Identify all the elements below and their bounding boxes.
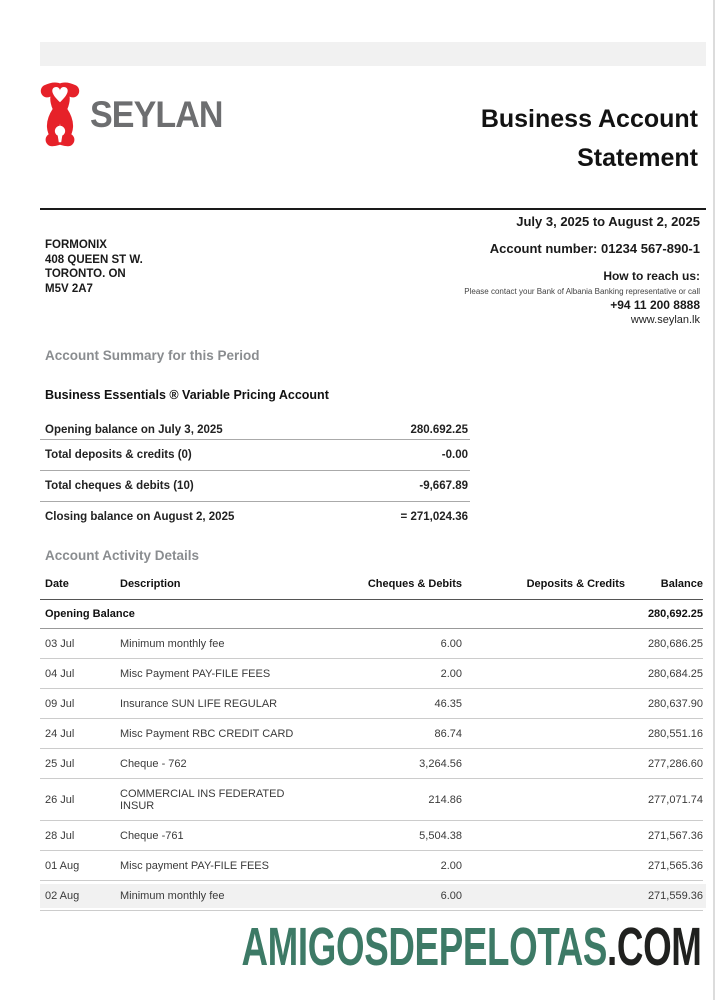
summary-label: Closing balance on August 2, 2025 — [45, 511, 235, 523]
tx-date: 24 Jul — [45, 727, 75, 740]
brand-name: SEYLAN — [90, 94, 223, 135]
tx-debit: 214.86 — [428, 793, 462, 806]
document-title — [481, 100, 698, 178]
statement-period: July 3, 2025 to August 2, 2025 — [516, 214, 700, 229]
tx-date: 26 Jul — [45, 793, 75, 806]
watermark-tld: .COM — [607, 917, 702, 977]
summary-value: -9,667.89 — [419, 480, 468, 492]
table-row — [40, 719, 703, 749]
column-header-credits: Deposits & Credits — [526, 578, 625, 590]
tx-balance: 280,684.25 — [647, 667, 703, 680]
contact-phone: +94 11 200 8888 — [610, 298, 700, 312]
tx-debit: 86.74 — [434, 727, 462, 740]
document-title-line1: Business Account — [480, 105, 698, 133]
tx-debit: 46.35 — [434, 697, 462, 710]
contact-heading: How to reach us: — [603, 269, 700, 283]
tx-balance: 277,071.74 — [647, 793, 703, 806]
tx-debit: 2.00 — [440, 859, 462, 872]
summary-row-opening-balance — [40, 418, 470, 440]
table-row — [40, 689, 703, 719]
tx-description: Cheque -761 — [120, 829, 184, 842]
summary-label: Total cheques & debits (10) — [45, 480, 194, 492]
summary-value: = 271,024.36 — [400, 511, 468, 523]
recipient-address-line1: 408 QUEEN ST W. — [45, 253, 143, 266]
tx-debit: 5,504.38 — [419, 829, 462, 842]
watermark-site-name: AMIGOSDEPELOTAS — [241, 917, 608, 977]
activity-section-heading: Account Activity Details — [45, 548, 200, 563]
table-row — [40, 821, 703, 851]
tx-date: 01 Aug — [45, 859, 80, 872]
tx-balance: 280,637.90 — [647, 697, 703, 710]
tx-balance: 280,686.25 — [647, 637, 703, 650]
tx-description: Misc payment PAY-FILE FEES — [120, 859, 269, 872]
summary-row-total-debits — [40, 471, 470, 502]
account-summary-table — [40, 418, 470, 532]
tx-balance: 277,286.60 — [647, 757, 703, 770]
summary-row-total-credits — [40, 440, 470, 471]
account-activity-table — [40, 572, 703, 911]
contact-note: Please contact your Bank of Albania Banking representative or call — [464, 287, 700, 296]
tx-debit: 6.00 — [440, 889, 462, 902]
tx-date: 02 Aug — [45, 889, 80, 902]
tx-description: Insurance SUN LIFE REGULAR — [120, 697, 278, 710]
summary-value: -0.00 — [441, 449, 468, 461]
tx-balance: 271,565.36 — [647, 859, 703, 872]
summary-label: Opening balance on July 3, 2025 — [45, 424, 223, 436]
tx-debit: 2.00 — [440, 667, 462, 680]
table-row — [40, 851, 703, 881]
recipient-address-block — [45, 238, 143, 296]
table-row — [40, 749, 703, 779]
table-row — [40, 629, 703, 659]
account-type-label: Business Essentials ® Variable Pricing Account — [45, 388, 329, 402]
contact-website-link[interactable]: www.seylan.lk — [630, 314, 700, 326]
table-row — [40, 881, 703, 911]
table-row — [40, 779, 703, 821]
opening-balance-label: Opening Balance — [45, 608, 135, 620]
page-right-edge — [713, 0, 715, 1000]
summary-value: 280.692.25 — [410, 424, 468, 436]
tx-balance: 271,567.36 — [647, 829, 703, 842]
summary-row-closing-balance — [40, 502, 470, 532]
tx-date: 03 Jul — [45, 637, 75, 650]
activity-header-row — [40, 572, 703, 600]
tx-date: 04 Jul — [45, 667, 75, 680]
recipient-address-line2: TORONTO. ON — [45, 268, 126, 280]
top-scan-band — [40, 42, 706, 66]
recipient-name: FORMONIX — [45, 239, 107, 251]
tx-description: Cheque - 762 — [120, 757, 187, 770]
tx-description: COMMERCIAL INS FEDERATED INSUR — [120, 787, 285, 812]
tx-balance: 271,559.36 — [647, 889, 703, 902]
opening-balance-value: 280,692.25 — [647, 608, 703, 620]
header-divider — [40, 208, 706, 210]
tx-date: 28 Jul — [45, 829, 75, 842]
seylan-ribbon-heart-icon — [36, 78, 84, 152]
column-header-description: Description — [120, 578, 181, 590]
watermark — [242, 916, 702, 978]
summary-label: Total deposits & credits (0) — [45, 449, 192, 461]
opening-balance-row — [40, 600, 703, 629]
column-header-date: Date — [45, 578, 69, 590]
brand-logo — [36, 78, 234, 152]
recipient-address-line3: M5V 2A7 — [45, 282, 93, 295]
tx-debit: 6.00 — [440, 637, 462, 650]
column-header-balance: Balance — [660, 578, 703, 590]
tx-description: Minimum monthly fee — [120, 637, 225, 650]
contact-block — [464, 269, 700, 326]
tx-date: 25 Jul — [45, 757, 75, 770]
table-row — [40, 659, 703, 689]
tx-balance: 280,551.16 — [647, 727, 703, 740]
column-header-debits: Cheques & Debits — [367, 578, 462, 590]
tx-description: Minimum monthly fee — [120, 889, 225, 902]
tx-description: Misc Payment RBC CREDIT CARD — [120, 727, 294, 740]
document-title-line2: Statement — [577, 144, 698, 172]
account-number: Account number: 01234 567-890-1 — [489, 241, 700, 256]
tx-description: Misc Payment PAY-FILE FEES — [120, 667, 271, 680]
summary-section-heading: Account Summary for this Period — [45, 348, 260, 363]
tx-date: 09 Jul — [45, 697, 75, 710]
tx-debit: 3,264.56 — [419, 757, 462, 770]
